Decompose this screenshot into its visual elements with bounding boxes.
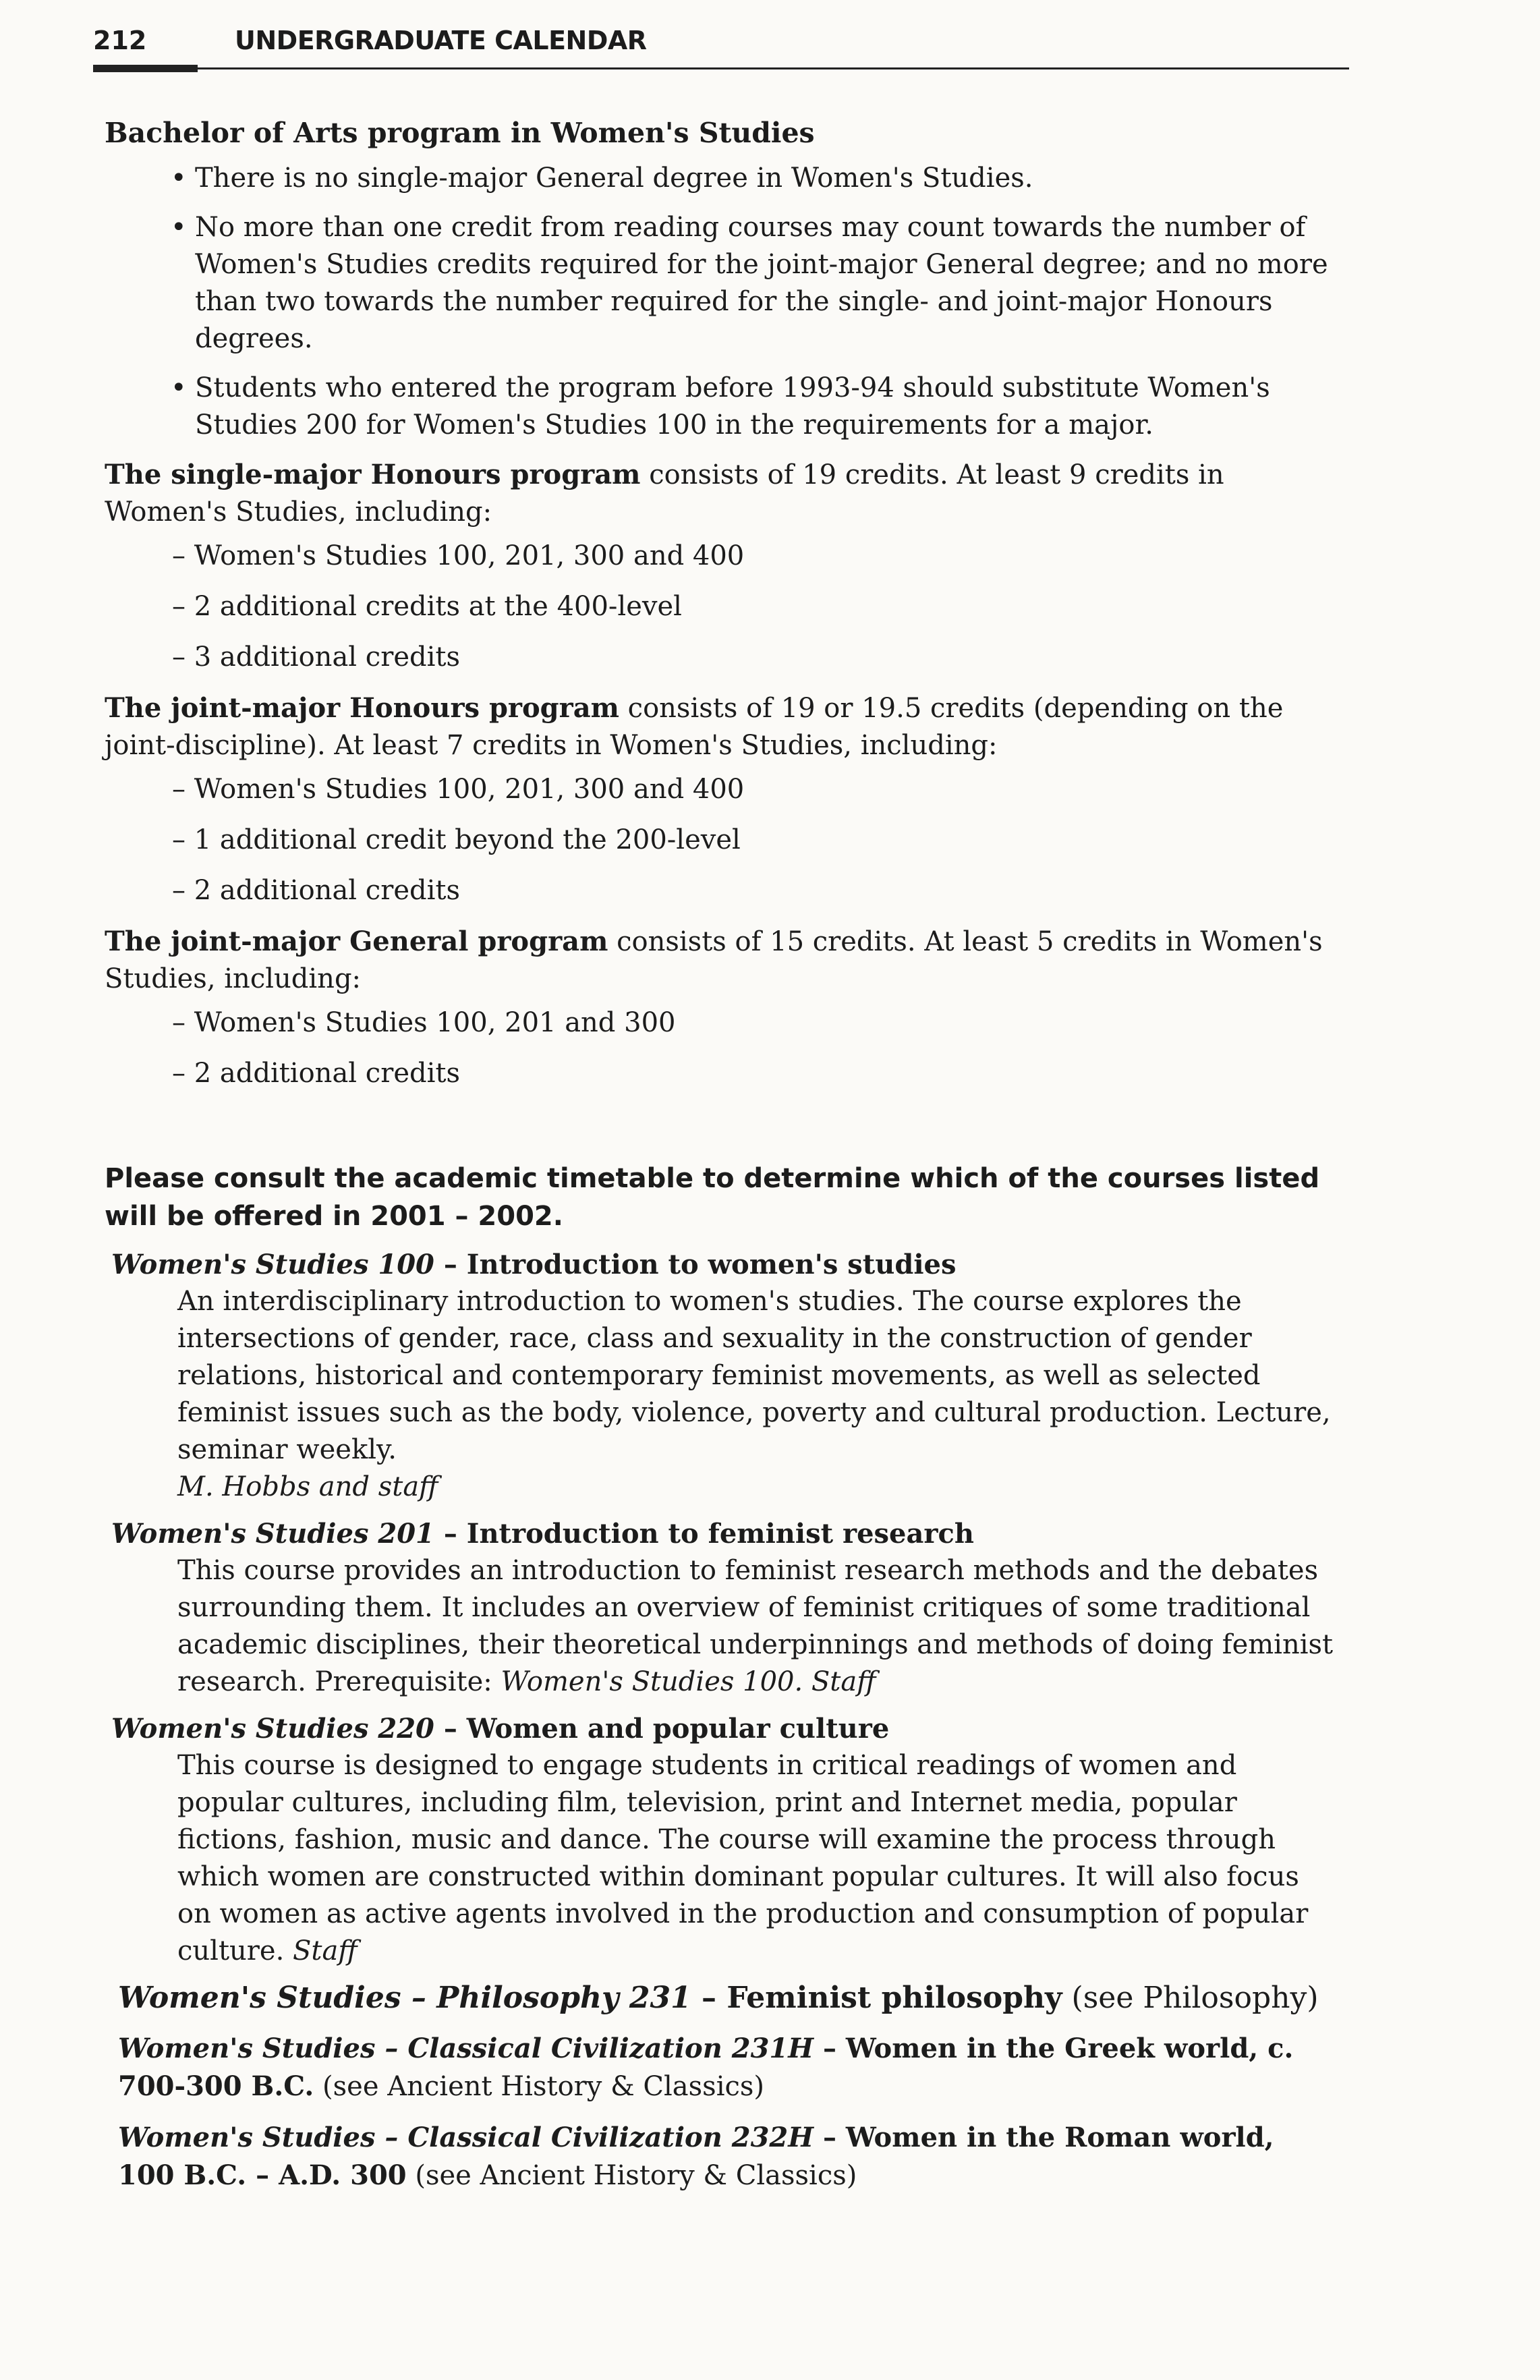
cross-listed-course	[118, 1979, 1339, 2016]
requirement-item: – 1 additional credit beyond the 200-level	[105, 822, 1339, 859]
timetable-notice-line: Please consult the academic timetable to determine which of the courses listed	[105, 1163, 1320, 1194]
cross-listed-course	[118, 2119, 1339, 2194]
course-code: Women's Studies – Classical Civilization 232H	[118, 2122, 814, 2153]
program-single-major-honours	[105, 456, 1339, 531]
course-code: Women's Studies 100	[111, 1249, 434, 1280]
section-title: Bachelor of Arts program in Women's Studies	[105, 117, 815, 149]
requirement-item: – Women's Studies 100, 201, 300 and 400	[105, 771, 1339, 808]
requirement-item: – 2 additional credits	[105, 1055, 1339, 1092]
requirement-item: – 3 additional credits	[105, 639, 1339, 676]
course-entry	[105, 1515, 1339, 1701]
program-description: consists of 19 or 19.5 credits (depending on the joint-discipline). At least 7 credits in Women's Studies, including:	[105, 693, 1284, 761]
course-code: Women's Studies – Classical Civilization 231H	[118, 2033, 814, 2064]
course-code: Women's Studies – Philosophy 231	[118, 1981, 691, 2015]
course-title: – Feminist philosophy	[691, 1981, 1062, 2015]
page-content	[105, 115, 1339, 2208]
course-heading	[111, 1515, 1339, 1552]
program-name: The joint-major General program	[105, 926, 608, 957]
page-header	[93, 26, 1348, 73]
cross-reference: (see Philosophy)	[1062, 1981, 1319, 2015]
cross-listed-course	[118, 2030, 1339, 2105]
program-name: The joint-major Honours program	[105, 692, 619, 724]
course-code: Women's Studies 201	[111, 1518, 434, 1550]
cross-reference: (see Ancient History & Classics)	[314, 2071, 765, 2102]
course-description-text: This course provides an introduction to feminist research methods and the debates surrounding them. It includes an overview of feminist critiques of some traditional academic disciplines, their theoretical underpinnings and methods of doing feminist research. Prerequisite:	[177, 1555, 1334, 1697]
header-rule	[93, 67, 1349, 69]
course-description-text: This course is designed to engage students in critical readings of women and popular cultures, including film, television, print and Internet media, popular fictions, fashion, music and dance. The course will examine the process through which women are constructed within dominant popular cultures. It will also focus on women as active agents involved in the production and consumption of popular culture.	[177, 1750, 1309, 1966]
course-instructor: M. Hobbs and staff	[177, 1471, 438, 1502]
requirement-list	[105, 538, 1339, 676]
running-title: UNDERGRADUATE CALENDAR	[235, 26, 647, 55]
requirement-item: – 2 additional credits at the 400-level	[105, 588, 1339, 625]
course-entry	[105, 1246, 1339, 1506]
requirement-list	[105, 771, 1339, 909]
program-joint-major-honours	[105, 689, 1339, 764]
course-heading	[111, 1246, 1339, 1283]
course-description	[177, 1552, 1339, 1701]
course-code: Women's Studies 220	[111, 1713, 434, 1745]
course-heading	[111, 1710, 1339, 1747]
course-title: – Women in the Greek world, c. 700-300 B.C.	[118, 2033, 1294, 2102]
requirement-item: – Women's Studies 100, 201 and 300	[105, 1004, 1339, 1042]
program-joint-major-general	[105, 923, 1339, 998]
requirement-item: – Women's Studies 100, 201, 300 and 400	[105, 538, 1339, 575]
course-instructor: Women's Studies 100. Staff	[501, 1666, 876, 1697]
course-description	[177, 1283, 1339, 1506]
course-title: – Women in the Roman world, 100 B.C. – A.D. 300	[118, 2122, 1274, 2191]
course-title: – Introduction to feminist research	[434, 1518, 974, 1550]
note-item: • Students who entered the program before 1993-94 should substitute Women's Studies 200 for Women's Studies 100 in the requirements for a major.	[105, 370, 1339, 444]
program-name: The single-major Honours program	[105, 459, 641, 490]
header-rule-accent	[93, 65, 198, 72]
note-item: • No more than one credit from reading courses may count towards the number of Women's Studies credits required for the joint-major General degree; and no more than two towards the number required for the single- and joint-major Honours degrees.	[105, 209, 1339, 358]
course-entry	[105, 1710, 1339, 1970]
course-title: – Introduction to women's studies	[434, 1249, 957, 1280]
cross-reference: (see Ancient History & Classics)	[406, 2160, 857, 2191]
requirement-list	[105, 1004, 1339, 1092]
course-title: – Women and popular culture	[434, 1713, 890, 1745]
requirement-item: – 2 additional credits	[105, 872, 1339, 909]
program-description: consists of 15 credits. At least 5 credits in Women's Studies, including:	[105, 926, 1323, 994]
note-item: • There is no single-major General degree in Women's Studies.	[105, 160, 1339, 197]
course-description	[177, 1747, 1339, 1970]
program-description: consists of 19 credits. At least 9 credits in Women's Studies, including:	[105, 459, 1224, 528]
page-number: 212	[93, 26, 147, 55]
timetable-notice-line: will be offered in 2001 – 2002.	[105, 1201, 563, 1232]
course-instructor: Staff	[293, 1935, 358, 1966]
course-description-text: An interdisciplinary introduction to women's studies. The course explores the intersections of gender, race, class and sexuality in the construction of gender relations, historical and contemporary feminist movements, as well as selected feminist issues such as the body, violence, poverty and cultural production. Lecture, seminar weekly.	[177, 1286, 1331, 1465]
note-list	[105, 160, 1339, 444]
timetable-notice	[105, 1160, 1339, 1235]
